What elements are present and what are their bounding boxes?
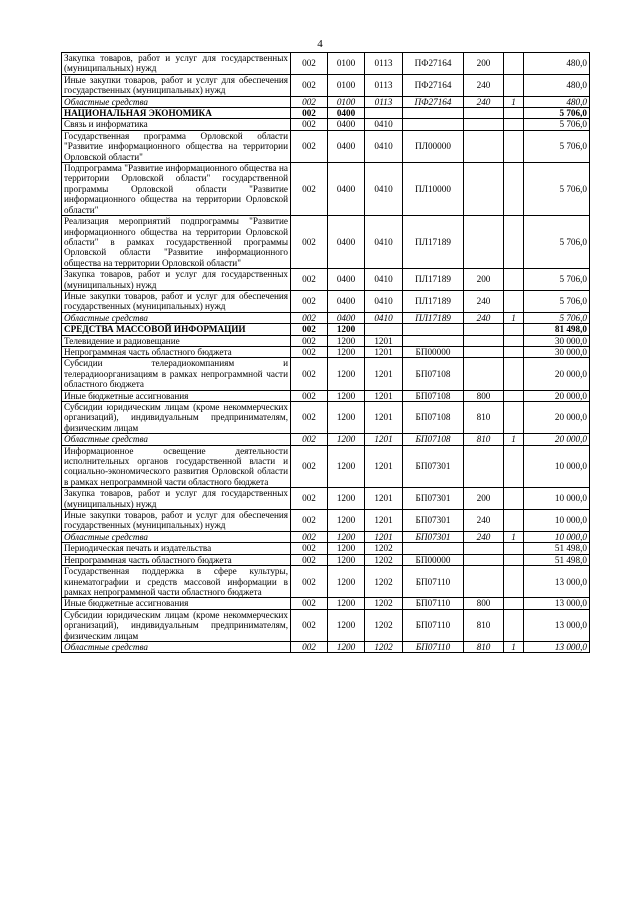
- row-name-cell: Иные бюджетные ассигнования: [62, 598, 291, 609]
- row-name-cell: Областные средства: [62, 641, 291, 652]
- row-ved-cell: 002: [291, 335, 328, 346]
- row-csr-cell: [403, 324, 464, 335]
- row-csr-cell: БП07301: [403, 445, 464, 488]
- row-ist-cell: [504, 445, 524, 488]
- page-number: 4: [317, 38, 323, 50]
- row-pr-cell: 0410: [365, 130, 403, 162]
- table-row: [62, 641, 590, 652]
- row-name-cell: Иные закупки товаров, работ и услуг для обеспечения государственных (муниципальных) нужд: [62, 290, 291, 312]
- row-vr-cell: 200: [464, 269, 504, 291]
- row-vr-cell: [464, 108, 504, 119]
- table-row: [62, 434, 590, 445]
- row-ved-cell: 002: [291, 290, 328, 312]
- row-sum-cell: 10 000,0: [524, 531, 590, 542]
- budget-table: [61, 52, 590, 653]
- row-ved-cell: 002: [291, 119, 328, 130]
- row-sum-cell: 20 000,0: [524, 390, 590, 401]
- row-ved-cell: 002: [291, 554, 328, 565]
- row-ist-cell: [504, 74, 524, 96]
- row-ist-cell: [504, 290, 524, 312]
- row-sum-cell: 51 498,0: [524, 554, 590, 565]
- row-pr-cell: 0410: [365, 216, 403, 269]
- row-vr-cell: 800: [464, 598, 504, 609]
- row-vr-cell: [464, 543, 504, 554]
- row-pr-cell: 0113: [365, 96, 403, 107]
- table-row: [62, 269, 590, 291]
- row-rz-cell: 1200: [328, 358, 365, 390]
- table-row: [62, 119, 590, 130]
- row-pr-cell: 0410: [365, 312, 403, 323]
- row-csr-cell: ПФ27164: [403, 96, 464, 107]
- row-ist-cell: [504, 119, 524, 130]
- row-csr-cell: ПЛ17189: [403, 269, 464, 291]
- row-pr-cell: 0410: [365, 290, 403, 312]
- row-name-cell: Субсидии телерадиокомпаниям и телерадиоорганизациям в рамках непрограммной части областного бюджета: [62, 358, 291, 390]
- row-rz-cell: 1200: [328, 346, 365, 357]
- row-vr-cell: 810: [464, 641, 504, 652]
- row-vr-cell: 810: [464, 434, 504, 445]
- row-pr-cell: [365, 324, 403, 335]
- row-vr-cell: 200: [464, 53, 504, 75]
- row-ved-cell: 002: [291, 531, 328, 542]
- table-row: [62, 598, 590, 609]
- row-pr-cell: 0410: [365, 269, 403, 291]
- row-vr-cell: 240: [464, 290, 504, 312]
- row-vr-cell: [464, 216, 504, 269]
- row-csr-cell: БП07110: [403, 609, 464, 641]
- row-ved-cell: 002: [291, 641, 328, 652]
- row-sum-cell: 10 000,0: [524, 445, 590, 488]
- table-row: [62, 130, 590, 162]
- table-row: [62, 108, 590, 119]
- row-name-cell: Областные средства: [62, 531, 291, 542]
- table-body: [62, 53, 590, 653]
- row-ist-cell: [504, 163, 524, 216]
- row-csr-cell: БП07110: [403, 641, 464, 652]
- row-name-cell: Иные бюджетные ассигнования: [62, 390, 291, 401]
- row-rz-cell: 1200: [328, 402, 365, 434]
- table-row: [62, 358, 590, 390]
- row-rz-cell: 1200: [328, 566, 365, 598]
- row-vr-cell: [464, 324, 504, 335]
- row-pr-cell: 1201: [365, 445, 403, 488]
- table-row: [62, 543, 590, 554]
- row-vr-cell: [464, 554, 504, 565]
- row-ist-cell: [504, 402, 524, 434]
- row-pr-cell: 0410: [365, 163, 403, 216]
- row-rz-cell: 0400: [328, 130, 365, 162]
- row-rz-cell: 0400: [328, 119, 365, 130]
- row-ved-cell: 002: [291, 358, 328, 390]
- row-vr-cell: [464, 445, 504, 488]
- row-csr-cell: [403, 108, 464, 119]
- row-ist-cell: [504, 216, 524, 269]
- row-vr-cell: [464, 335, 504, 346]
- row-name-cell: НАЦИОНАЛЬНАЯ ЭКОНОМИКА: [62, 108, 291, 119]
- row-ist-cell: [504, 488, 524, 510]
- row-rz-cell: 1200: [328, 641, 365, 652]
- row-ist-cell: [504, 269, 524, 291]
- row-vr-cell: 240: [464, 74, 504, 96]
- table-row: [62, 554, 590, 565]
- row-ist-cell: [504, 609, 524, 641]
- row-ved-cell: 002: [291, 269, 328, 291]
- row-ist-cell: [504, 390, 524, 401]
- row-name-cell: Телевидение и радиовещание: [62, 335, 291, 346]
- row-sum-cell: 5 706,0: [524, 269, 590, 291]
- row-pr-cell: 1201: [365, 488, 403, 510]
- row-sum-cell: 30 000,0: [524, 335, 590, 346]
- row-csr-cell: ПФ27164: [403, 53, 464, 75]
- row-vr-cell: [464, 346, 504, 357]
- row-pr-cell: 0410: [365, 119, 403, 130]
- table-row: [62, 566, 590, 598]
- table-row: [62, 402, 590, 434]
- row-pr-cell: 1202: [365, 543, 403, 554]
- row-csr-cell: БП00000: [403, 554, 464, 565]
- table-row: [62, 445, 590, 488]
- row-name-cell: Закупка товаров, работ и услуг для государственных (муниципальных) нужд: [62, 53, 291, 75]
- table-row: [62, 163, 590, 216]
- table-row: [62, 74, 590, 96]
- row-name-cell: Областные средства: [62, 96, 291, 107]
- row-ist-cell: 1: [504, 641, 524, 652]
- row-ved-cell: 002: [291, 108, 328, 119]
- row-ved-cell: 002: [291, 346, 328, 357]
- row-sum-cell: 10 000,0: [524, 488, 590, 510]
- row-sum-cell: 480,0: [524, 96, 590, 107]
- row-ist-cell: [504, 346, 524, 357]
- row-pr-cell: 1201: [365, 402, 403, 434]
- row-ved-cell: 002: [291, 402, 328, 434]
- row-vr-cell: 810: [464, 609, 504, 641]
- row-rz-cell: 1200: [328, 543, 365, 554]
- row-rz-cell: 1200: [328, 488, 365, 510]
- row-sum-cell: 480,0: [524, 74, 590, 96]
- row-vr-cell: 240: [464, 510, 504, 532]
- row-ved-cell: 002: [291, 609, 328, 641]
- row-csr-cell: БП07110: [403, 598, 464, 609]
- row-csr-cell: ПФ27164: [403, 74, 464, 96]
- row-ved-cell: 002: [291, 324, 328, 335]
- row-rz-cell: 0400: [328, 216, 365, 269]
- row-vr-cell: 240: [464, 312, 504, 323]
- row-ist-cell: 1: [504, 96, 524, 107]
- row-name-cell: Подпрограмма "Развитие информационного общества на территории Орловской области" государственной программы Орловской области "Развитие информационного общества на территории Орловской области": [62, 163, 291, 216]
- table-row: [62, 53, 590, 75]
- row-sum-cell: 5 706,0: [524, 119, 590, 130]
- row-pr-cell: 0113: [365, 53, 403, 75]
- row-rz-cell: 1200: [328, 598, 365, 609]
- row-ved-cell: 002: [291, 312, 328, 323]
- row-csr-cell: [403, 119, 464, 130]
- row-sum-cell: 5 706,0: [524, 163, 590, 216]
- row-sum-cell: 5 706,0: [524, 108, 590, 119]
- row-sum-cell: 5 706,0: [524, 312, 590, 323]
- row-rz-cell: 1200: [328, 609, 365, 641]
- row-pr-cell: 1202: [365, 609, 403, 641]
- row-vr-cell: [464, 566, 504, 598]
- row-ved-cell: 002: [291, 488, 328, 510]
- row-vr-cell: 810: [464, 402, 504, 434]
- row-ved-cell: 002: [291, 445, 328, 488]
- row-pr-cell: 1201: [365, 358, 403, 390]
- row-pr-cell: [365, 108, 403, 119]
- row-pr-cell: 1202: [365, 598, 403, 609]
- row-name-cell: Информационное освещение деятельности исполнительных органов государственной власти и социально-экономического развития Орловской области в рамках непрограммной части областного бюджета: [62, 445, 291, 488]
- row-ved-cell: 002: [291, 390, 328, 401]
- table-row: [62, 312, 590, 323]
- row-name-cell: Непрограммная часть областного бюджета: [62, 346, 291, 357]
- row-vr-cell: 200: [464, 488, 504, 510]
- row-sum-cell: 13 000,0: [524, 598, 590, 609]
- row-csr-cell: БП07108: [403, 434, 464, 445]
- row-pr-cell: 1201: [365, 531, 403, 542]
- row-csr-cell: ПЛ17189: [403, 312, 464, 323]
- row-name-cell: Непрограммная часть областного бюджета: [62, 554, 291, 565]
- row-csr-cell: [403, 335, 464, 346]
- table-row: [62, 216, 590, 269]
- row-rz-cell: 1200: [328, 390, 365, 401]
- row-ist-cell: [504, 130, 524, 162]
- row-sum-cell: 480,0: [524, 53, 590, 75]
- row-name-cell: Реализация мероприятий подпрограммы "Развитие информационного общества на территории Орловской области" в рамках государственной программы Орловской области "Развитие информационного общества на территории Орловской области": [62, 216, 291, 269]
- row-vr-cell: [464, 119, 504, 130]
- row-csr-cell: ПЛ17189: [403, 216, 464, 269]
- row-vr-cell: [464, 358, 504, 390]
- row-rz-cell: 1200: [328, 434, 365, 445]
- row-ved-cell: 002: [291, 130, 328, 162]
- row-ist-cell: [504, 598, 524, 609]
- row-name-cell: Закупка товаров, работ и услуг для государственных (муниципальных) нужд: [62, 488, 291, 510]
- row-csr-cell: БП07108: [403, 390, 464, 401]
- row-sum-cell: 13 000,0: [524, 641, 590, 652]
- table-row: [62, 609, 590, 641]
- row-pr-cell: 1201: [365, 346, 403, 357]
- row-rz-cell: 0400: [328, 163, 365, 216]
- row-vr-cell: 240: [464, 531, 504, 542]
- row-ist-cell: [504, 335, 524, 346]
- table-row: [62, 390, 590, 401]
- row-ved-cell: 002: [291, 74, 328, 96]
- row-rz-cell: 1200: [328, 510, 365, 532]
- row-pr-cell: 1201: [365, 335, 403, 346]
- row-rz-cell: 1200: [328, 531, 365, 542]
- row-ist-cell: [504, 108, 524, 119]
- row-sum-cell: 13 000,0: [524, 566, 590, 598]
- row-pr-cell: 1202: [365, 554, 403, 565]
- table-row: [62, 510, 590, 532]
- row-sum-cell: 10 000,0: [524, 510, 590, 532]
- row-ist-cell: 1: [504, 312, 524, 323]
- row-rz-cell: 0400: [328, 290, 365, 312]
- row-rz-cell: 0400: [328, 269, 365, 291]
- row-ist-cell: 1: [504, 434, 524, 445]
- row-sum-cell: 20 000,0: [524, 358, 590, 390]
- row-csr-cell: [403, 543, 464, 554]
- table-row: [62, 488, 590, 510]
- row-ist-cell: [504, 324, 524, 335]
- row-ist-cell: [504, 554, 524, 565]
- row-rz-cell: 0400: [328, 108, 365, 119]
- row-name-cell: Иные закупки товаров, работ и услуг для обеспечения государственных (муниципальных) нужд: [62, 74, 291, 96]
- row-rz-cell: 1200: [328, 554, 365, 565]
- row-sum-cell: 51 498,0: [524, 543, 590, 554]
- row-sum-cell: 81 498,0: [524, 324, 590, 335]
- row-name-cell: Областные средства: [62, 312, 291, 323]
- row-ved-cell: 002: [291, 510, 328, 532]
- row-sum-cell: 20 000,0: [524, 402, 590, 434]
- row-vr-cell: 800: [464, 390, 504, 401]
- row-rz-cell: 1200: [328, 324, 365, 335]
- row-ved-cell: 002: [291, 566, 328, 598]
- row-csr-cell: БП07108: [403, 402, 464, 434]
- row-ved-cell: 002: [291, 434, 328, 445]
- row-sum-cell: 30 000,0: [524, 346, 590, 357]
- row-rz-cell: 1200: [328, 335, 365, 346]
- row-csr-cell: БП07301: [403, 531, 464, 542]
- row-sum-cell: 20 000,0: [524, 434, 590, 445]
- row-ist-cell: 1: [504, 531, 524, 542]
- table-row: [62, 96, 590, 107]
- row-name-cell: Государственная программа Орловской области "Развитие информационного общества на территории Орловской области": [62, 130, 291, 162]
- row-name-cell: Связь и информатика: [62, 119, 291, 130]
- row-csr-cell: БП07301: [403, 488, 464, 510]
- row-csr-cell: БП07108: [403, 358, 464, 390]
- row-name-cell: СРЕДСТВА МАССОВОЙ ИНФОРМАЦИИ: [62, 324, 291, 335]
- row-sum-cell: 13 000,0: [524, 609, 590, 641]
- row-ist-cell: [504, 53, 524, 75]
- row-csr-cell: ПЛ10000: [403, 163, 464, 216]
- row-csr-cell: ПЛ00000: [403, 130, 464, 162]
- row-ist-cell: [504, 566, 524, 598]
- row-sum-cell: 5 706,0: [524, 130, 590, 162]
- row-name-cell: Закупка товаров, работ и услуг для государственных (муниципальных) нужд: [62, 269, 291, 291]
- row-vr-cell: [464, 163, 504, 216]
- row-csr-cell: БП00000: [403, 346, 464, 357]
- row-csr-cell: БП07110: [403, 566, 464, 598]
- row-ist-cell: [504, 543, 524, 554]
- table-row: [62, 335, 590, 346]
- table-row: [62, 346, 590, 357]
- row-rz-cell: 0100: [328, 53, 365, 75]
- table-row: [62, 324, 590, 335]
- row-ved-cell: 002: [291, 163, 328, 216]
- row-pr-cell: 1202: [365, 641, 403, 652]
- row-name-cell: Областные средства: [62, 434, 291, 445]
- table-row: [62, 531, 590, 542]
- row-pr-cell: 1201: [365, 510, 403, 532]
- row-vr-cell: [464, 130, 504, 162]
- row-ved-cell: 002: [291, 543, 328, 554]
- row-ist-cell: [504, 358, 524, 390]
- row-rz-cell: 1200: [328, 445, 365, 488]
- row-sum-cell: 5 706,0: [524, 290, 590, 312]
- row-ved-cell: 002: [291, 216, 328, 269]
- row-name-cell: Субсидии юридическим лицам (кроме некоммерческих организаций), индивидуальным предпринимателям, физическим лицам: [62, 609, 291, 641]
- row-pr-cell: 1201: [365, 434, 403, 445]
- row-rz-cell: 0100: [328, 96, 365, 107]
- row-pr-cell: 0113: [365, 74, 403, 96]
- row-rz-cell: 0100: [328, 74, 365, 96]
- row-csr-cell: ПЛ17189: [403, 290, 464, 312]
- row-name-cell: Государственная поддержка в сфере культуры, кинематографии и средств массовой информации в рамках непрограммной части областного бюджета: [62, 566, 291, 598]
- row-ist-cell: [504, 510, 524, 532]
- row-vr-cell: 240: [464, 96, 504, 107]
- row-name-cell: Периодическая печать и издательства: [62, 543, 291, 554]
- row-name-cell: Субсидии юридическим лицам (кроме некоммерческих организаций), индивидуальным предпринимателям, физическим лицам: [62, 402, 291, 434]
- row-name-cell: Иные закупки товаров, работ и услуг для обеспечения государственных (муниципальных) нужд: [62, 510, 291, 532]
- row-ved-cell: 002: [291, 598, 328, 609]
- row-ved-cell: 002: [291, 53, 328, 75]
- table-row: [62, 290, 590, 312]
- row-ved-cell: 002: [291, 96, 328, 107]
- row-sum-cell: 5 706,0: [524, 216, 590, 269]
- row-pr-cell: 1202: [365, 566, 403, 598]
- row-rz-cell: 0400: [328, 312, 365, 323]
- row-csr-cell: БП07301: [403, 510, 464, 532]
- row-pr-cell: 1201: [365, 390, 403, 401]
